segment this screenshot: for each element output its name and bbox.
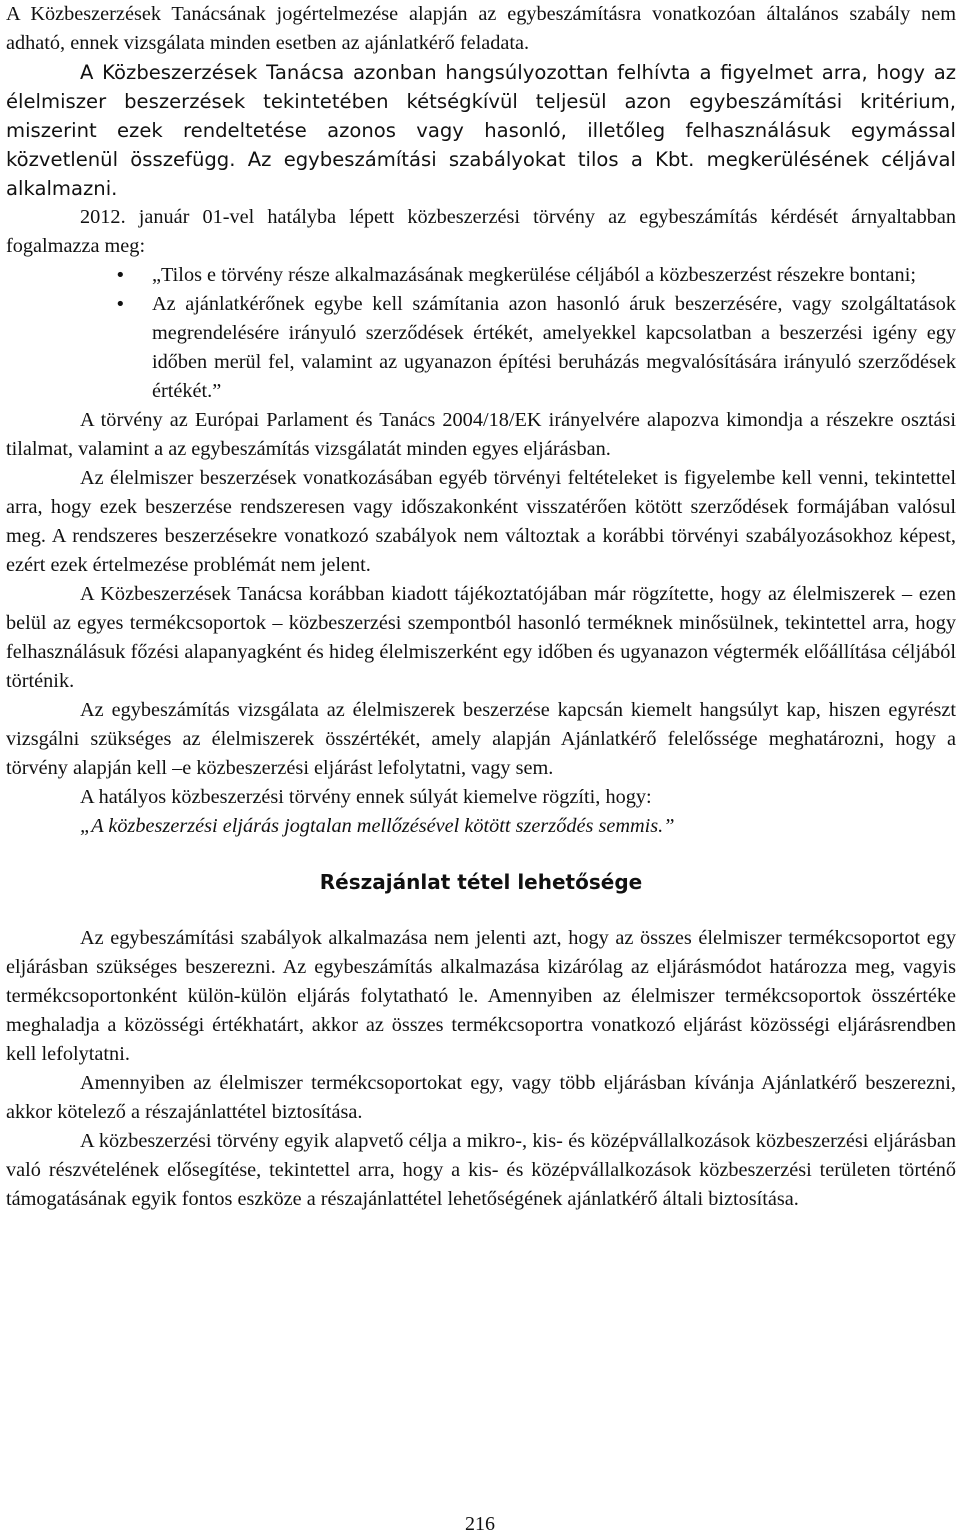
paragraph: 2012. január 01-vel hatályba lépett közbeszerzési törvény az egybeszámítás kérdését árnyaltabban fogalmazza meg: xyxy=(6,206,956,257)
paragraph: Az élelmiszer beszerzések vonatkozásában egyéb törvényi feltételeket is figyelembe kell venni, tekintettel arra, hogy ezek beszerzése rendszeresen vagy időszakonként visszatérően kötött szerződések formájában valósul meg. A rendszeres beszerzésekre vonatkozó szabályok nem változtak a korábbi törvényi szabályozásokhoz képest, ezért ezek értelmezése problémát nem jelent. xyxy=(6,467,956,576)
section-heading: Részajánlat tétel lehetősége xyxy=(319,870,643,894)
paragraph: A törvény az Európai Parlament és Tanács 2004/18/EK irányelvére alapozva kimondja a részekre osztási tilalmat, valamint a az egybeszámítás vizsgálatát minden egyes eljárásban. xyxy=(6,409,956,460)
paragraph: Az egybeszámítás vizsgálata az élelmiszerek beszerzése kapcsán kiemelt hangsúlyt kap, hiszen egyrészt vizsgálni szükséges az élelmiszerek összértékét, amely alapján Ajánlatkérő felelőssége meghatározni, hogy a törvény alapján kell –e közbeszerzési eljárást lefolytatni, vagy sem. xyxy=(6,699,956,779)
document-page xyxy=(6,0,956,1214)
paragraph: Amennyiben az élelmiszer termékcsoportokat egy, vagy több eljárásban kívánja Ajánlatkérő beszerezni, akkor kötelező a részajánlattétel biztosítása. xyxy=(6,1072,956,1123)
paragraph: A hatályos közbeszerzési törvény ennek súlyát kiemelve rögzíti, hogy: xyxy=(80,786,652,808)
page-number: 216 xyxy=(465,1513,495,1535)
list-item: • „Tilos e törvény része alkalmazásának megkerülése céljából a közbeszerzést részekre bontani; xyxy=(152,261,956,290)
quote: „A közbeszerzési eljárás jogtalan mellőzésével kötött szerződés semmis.” xyxy=(80,815,675,837)
paragraph: A Közbeszerzések Tanácsa azonban hangsúlyozottan felhívta a figyelmet arra, hogy az élelmiszer beszerzések tekintetében kétségkívül teljesül azon egybeszámítási kritérium, miszerint ezek rendeltetése azonos vagy hasonló, illetőleg felhasználásuk egymással közvetlenül összefügg. Az egybeszámítási szabályokat tilos a Kbt. megkerülésének céljával alkalmazni. xyxy=(6,61,956,200)
paragraph: Az egybeszámítási szabályok alkalmazása nem jelenti azt, hogy az összes élelmiszer termékcsoportot egy eljárásban szükséges beszerezni. Az egybeszámítás alkalmazása kizárólag az eljárásmódot határozza meg, vagyis termékcsoportonként külön-külön eljárás folytatható le. Amennyiben az élelmiszer termékcsoportok összértéke meghaladja a közösségi értékhatárt, akkor az összes termékcsoportra vonatkozó eljárást közösségi eljárásrendben kell lefolytatni. xyxy=(6,927,956,1065)
list-item: • Az ajánlatkérőnek egybe kell számítania azon hasonló áruk beszerzésére, vagy szolgáltatások megrendelésére irányuló szerződések értékét, amelyekkel kapcsolatban a beszerzési igény egy időben merül fel, valamint az ugyanazon építési beruházás megvalósítására irányuló szerződések értékét.” xyxy=(152,290,956,406)
paragraph: A Közbeszerzések Tanácsának jogértelmezése alapján az egybeszámításra vonatkozóan általános szabály nem adható, ennek vizsgálata minden esetben az ajánlatkérő feladata. xyxy=(6,3,956,54)
bullet-list xyxy=(6,261,956,406)
paragraph: A közbeszerzési törvény egyik alapvető célja a mikro-, kis- és középvállalkozások közbeszerzési eljárásban való részvételének elősegítése, tekintettel arra, hogy a kis- és középvállalkozások közbeszerzési területen történő támogatásának egyik fontos eszköze a részajánlattétel lehetőségének ajánlatkérő általi biztosítása. xyxy=(6,1130,956,1210)
paragraph: A Közbeszerzések Tanácsa korábban kiadott tájékoztatójában már rögzítette, hogy az élelmiszerek – ezen belül az egyes termékcsoportok – közbeszerzési szempontból hasonló terméknek minősülnek, tekintettel arra, hogy felhasználásuk főzési alapanyagként és hideg élelmiszerként egy időben és ugyanazon végtermék előállítása céljából történik. xyxy=(6,583,956,692)
